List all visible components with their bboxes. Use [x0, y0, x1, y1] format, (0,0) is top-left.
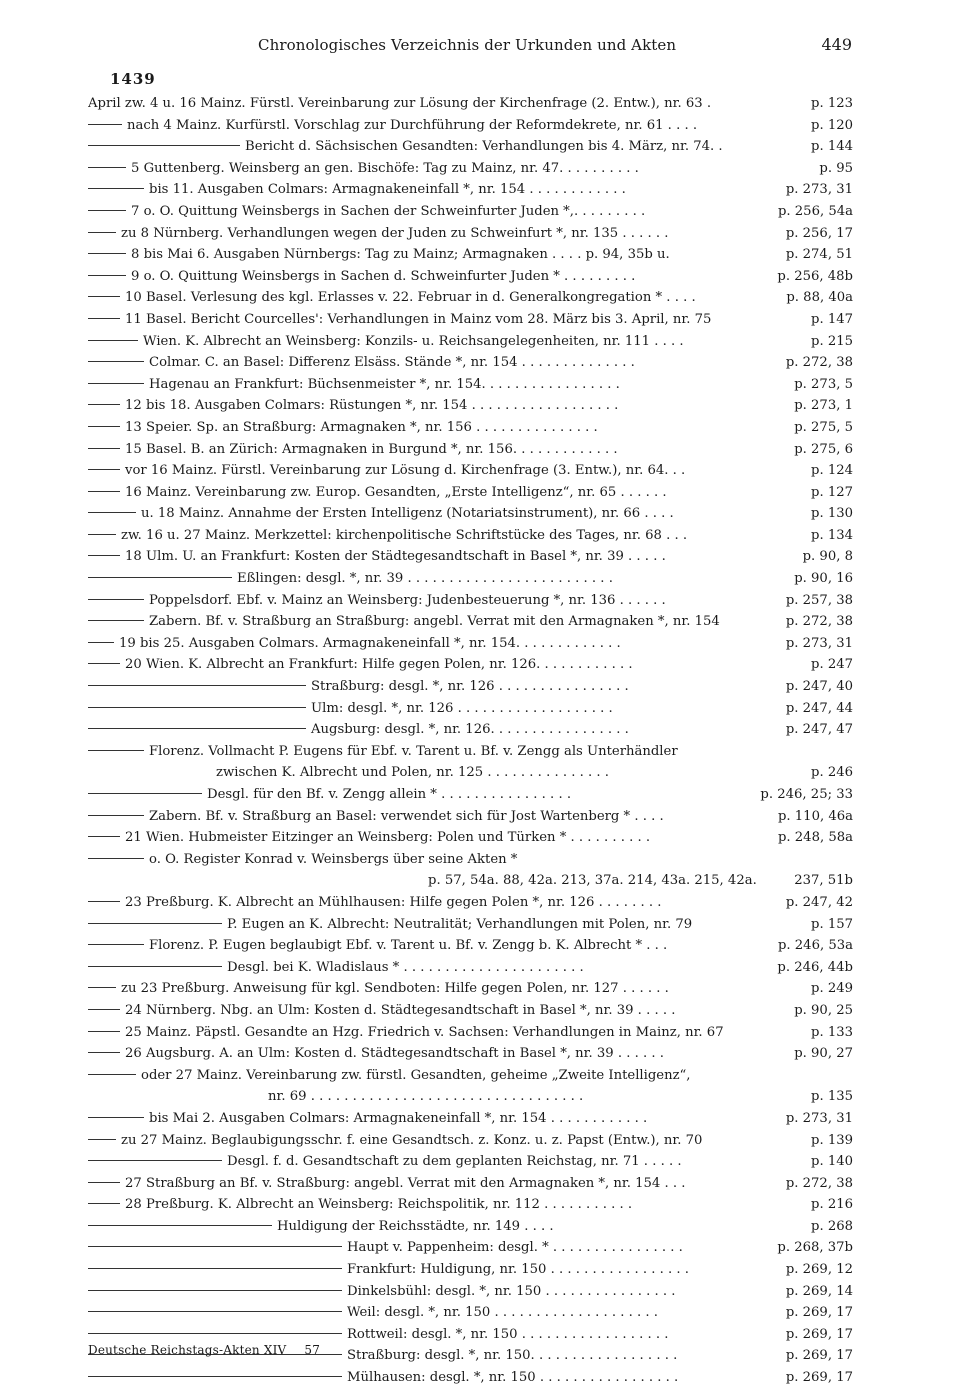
- ditto-rule: [88, 1225, 272, 1226]
- entry-date: 20: [125, 657, 142, 673]
- entry-date: 10: [125, 290, 142, 306]
- ditto-rule: [88, 750, 144, 751]
- entry-page-reference: p. 272, 38: [782, 611, 853, 633]
- entry-description: Bericht d. Sächsischen Gesandten: Verhandlungen bis 4. März, nr. 74. .: [245, 139, 723, 155]
- list-item: [88, 374, 853, 396]
- entry-description: P. Eugen an K. Albrecht: Neutralität; Verhandlungen mit Polen, nr. 79: [227, 916, 693, 932]
- entry-page-reference: p. 90, 16: [790, 568, 853, 590]
- chronological-entry-list: [88, 93, 853, 1389]
- list-item: [88, 935, 853, 957]
- running-head: Chronologisches Verzeichnis der Urkunden und Akten: [258, 36, 677, 54]
- entry-date: zu 23: [121, 981, 158, 997]
- entry-description: Guttenberg. Weinsberg an gen. Bischöfe: Tag zu Mainz, nr. 47. . . . . . . . . .: [143, 160, 639, 176]
- ditto-rule: [88, 383, 144, 384]
- list-item: [88, 309, 853, 331]
- entry-description: Wien. K. Albrecht an Weinsberg: Konzils- u. Reichsangelegenheiten, nr. 111 . . . .: [143, 333, 684, 349]
- entry-date: 27: [125, 1175, 142, 1191]
- entry-page-reference: p. 246, 53a: [774, 935, 853, 957]
- entry-description: Straßburg: desgl. *, nr. 126 . . . . . . . . . . . . . . . .: [311, 679, 629, 695]
- page-number: 449: [821, 35, 852, 54]
- entry-date: oder 27: [141, 1067, 193, 1083]
- entry-description: Zabern. Bf. v. Straßburg an Straßburg: angebl. Verrat mit den Armagnaken *, nr. 154: [149, 614, 720, 630]
- footer-sheet-number: 57: [304, 1343, 321, 1357]
- ditto-rule: [88, 426, 120, 427]
- entry-date: 18: [125, 549, 142, 565]
- list-item: [88, 1065, 853, 1087]
- ditto-rule: [88, 210, 126, 211]
- entry-page-reference: p. 257, 38: [782, 590, 853, 612]
- entry-page-reference: p. 247: [807, 654, 853, 676]
- entry-description: Desgl. bei K. Wladislaus * . . . . . . . . . . . . . . . . . . . . . .: [227, 959, 584, 975]
- list-item: [88, 827, 853, 849]
- entry-description: p. 57, 54a. 88, 42a. 213, 37a. 214, 43a. 215, 42a.: [428, 873, 757, 889]
- entry-description: Augsburg: desgl. *, nr. 126. . . . . . . . . . . . . . . . .: [311, 722, 629, 738]
- list-item: [88, 417, 853, 439]
- entry-description: o. O. Register Konrad v. Weinsbergs über seine Akten *: [149, 851, 518, 867]
- entry-page-reference: p. 135: [807, 1086, 853, 1108]
- entry-date: 9 o. O.: [131, 268, 174, 284]
- entry-page-reference: p. 139: [807, 1130, 853, 1152]
- ditto-rule: [88, 707, 306, 708]
- entry-page-reference: p. 269, 17: [782, 1367, 853, 1389]
- entry-description: Mainz. Päpstl. Gesandte an Hzg. Friedrich v. Sachsen: Verhandlungen in Mainz, nr. 67: [145, 1024, 724, 1040]
- entry-page-reference: p. 275, 6: [790, 439, 853, 461]
- ditto-rule: [88, 1311, 342, 1312]
- entry-description: Ausgaben Colmars. Armagnakeneinfall *, nr. 154. . . . . . . . . . . . .: [188, 635, 621, 651]
- entry-page-reference: p. 273, 31: [782, 179, 853, 201]
- entry-description: Desgl. für den Bf. v. Zengg allein * . . . . . . . . . . . . . . . .: [207, 787, 572, 802]
- list-item: [88, 1000, 853, 1022]
- list-item: [88, 892, 853, 914]
- entry-description: Mainz. Annahme der Ersten Intelligenz (Notariatsinstrument), nr. 66 . . . .: [178, 506, 674, 522]
- entry-date: 13: [125, 419, 142, 435]
- entry-page-reference: p. 120: [807, 115, 853, 137]
- entry-description: Nürnberg. Nbg. an Ulm: Kosten d. Städtegesandtschaft in Basel *, nr. 39 . . . . .: [145, 1002, 676, 1018]
- entry-description: Eßlingen: desgl. *, nr. 39 . . . . . . . . . . . . . . . . . . . . . . . . .: [237, 571, 613, 587]
- list-item: [88, 719, 853, 741]
- entry-page-reference: p. 127: [807, 482, 853, 504]
- list-item: [88, 546, 853, 568]
- entry-page-reference: p. 273, 31: [782, 633, 853, 655]
- entry-description: Nürnberg. Verhandlungen wegen der Juden zu Schweinfurt *, nr. 135 . . . . . .: [153, 225, 669, 241]
- list-item: [88, 1237, 853, 1259]
- list-item: [88, 1281, 853, 1303]
- ditto-rule: [88, 685, 306, 686]
- entry-date: 21: [125, 830, 142, 846]
- list-item: [88, 914, 853, 936]
- entry-description: Mainz. Fürstl. Vereinbarung zur Lösung d. Kirchenfrage (3. Entw.), nr. 64. . .: [171, 463, 686, 479]
- list-item: [88, 482, 853, 504]
- entry-description: Preßburg. Anweisung für kgl. Sendboten: Hilfe gegen Polen, nr. 127 . . . . . .: [161, 981, 669, 997]
- ditto-rule: [88, 469, 120, 470]
- list-item: [88, 654, 853, 676]
- entry-date: 16: [125, 484, 142, 500]
- entry-page-reference: p. 124: [807, 460, 853, 482]
- ditto-rule: [88, 944, 144, 945]
- entry-page-reference: p. 273, 5: [790, 374, 853, 396]
- entry-page-reference: p. 95: [815, 158, 853, 180]
- year-heading: 1439: [110, 70, 156, 88]
- ditto-rule: [88, 836, 120, 837]
- entry-description: Hagenau an Frankfurt: Büchsenmeister *, nr. 154. . . . . . . . . . . . . . . . .: [149, 376, 620, 392]
- ditto-rule: [88, 1376, 342, 1377]
- ditto-rule: [88, 1117, 144, 1118]
- ditto-rule: [88, 555, 120, 556]
- ditto-rule: [88, 987, 116, 988]
- entry-page-reference: p. 272, 38: [782, 352, 853, 374]
- entry-page-reference: p. 249: [807, 978, 853, 1000]
- entry-page-reference: p. 247, 42: [782, 892, 853, 914]
- list-item: [88, 741, 853, 763]
- entry-page-reference: p. 123: [807, 93, 853, 115]
- entry-description: Mainz. Vereinbarung zw. fürstl. Gesandten, geheime „Zweite Intelligenz“,: [196, 1067, 691, 1083]
- entry-page-reference: 237, 51b: [790, 870, 853, 892]
- ditto-rule: [88, 145, 240, 146]
- entry-date: 15: [125, 441, 142, 457]
- entry-description: Mülhausen: desgl. *, nr. 150 . . . . . . . . . . . . . . . . .: [347, 1370, 679, 1386]
- entry-page-reference: p. 256, 17: [782, 223, 853, 245]
- list-item: [88, 331, 853, 353]
- list-item: [88, 978, 853, 1000]
- ditto-rule: [88, 1139, 116, 1140]
- ditto-rule: [88, 167, 126, 168]
- entry-page-reference: p. 272, 38: [782, 1173, 853, 1195]
- ditto-rule: [88, 1290, 342, 1291]
- ditto-rule: [88, 1031, 120, 1032]
- entry-description: Preßburg. K. Albrecht an Weinsberg: Reichspolitik, nr. 112 . . . . . . . . . . .: [145, 1197, 633, 1213]
- entry-description: Augsburg. A. an Ulm: Kosten d. Städtegesandtschaft in Basel *, nr. 39 . . . . . .: [145, 1046, 664, 1062]
- entry-date: 7 o. O.: [131, 203, 174, 219]
- ditto-rule: [88, 1246, 342, 1247]
- footer-series: Deutsche Reichstags-Akten XIV: [88, 1343, 287, 1357]
- ditto-rule: [88, 124, 122, 125]
- entry-date: 28: [125, 1197, 142, 1213]
- entry-description: Frankfurt: Huldigung, nr. 150 . . . . . . . . . . . . . . . . .: [347, 1262, 689, 1278]
- list-item: [88, 1173, 853, 1195]
- entry-description: Basel. Verlesung des kgl. Erlasses v. 22. Februar in d. Generalkongregation * . . . .: [145, 290, 696, 306]
- entry-description: nr. 69 . . . . . . . . . . . . . . . . . . . . . . . . . . . . . . . . .: [268, 1089, 584, 1105]
- entry-page-reference: p. 269, 14: [782, 1281, 853, 1303]
- entry-date: 5: [131, 160, 140, 176]
- entry-page-reference: p. 274, 51: [782, 244, 853, 266]
- list-item: [88, 1022, 853, 1044]
- list-item: [88, 1130, 853, 1152]
- entry-description: Mainz. Fürstl. Vereinbarung zur Lösung der Kirchenfrage (2. Entw.), nr. 63 .: [200, 96, 712, 111]
- ditto-rule: [88, 793, 202, 794]
- ditto-rule: [88, 663, 120, 664]
- list-item: [88, 849, 853, 871]
- list-item: [88, 439, 853, 461]
- entry-description: Wien. K. Albrecht an Frankfurt: Hilfe gegen Polen, nr. 126. . . . . . . . . . . .: [145, 657, 633, 673]
- entry-page-reference: p. 246: [807, 762, 853, 784]
- list-item: [88, 266, 853, 288]
- entry-date: u. 18: [141, 506, 175, 522]
- entry-page-reference: p. 247, 47: [782, 719, 853, 741]
- entry-description: Florenz. Vollmacht P. Eugens für Ebf. v. Tarent u. Bf. v. Zengg als Unterhändler: [149, 743, 678, 759]
- ditto-rule: [88, 1203, 120, 1204]
- entry-description: Weil: desgl. *, nr. 150 . . . . . . . . . . . . . . . . . . . .: [347, 1305, 658, 1321]
- entry-page-reference: p. 133: [807, 1022, 853, 1044]
- entry-date: 19 bis 25.: [119, 635, 185, 651]
- list-item: [88, 590, 853, 612]
- entry-description: bis Mai 2. Ausgaben Colmars: Armagnakeneinfall *, nr. 154 . . . . . . . . . . . .: [149, 1110, 648, 1126]
- entry-date: zu 27: [121, 1132, 158, 1148]
- entry-page-reference: p. 269, 17: [782, 1302, 853, 1324]
- ditto-rule: [88, 534, 116, 535]
- ditto-rule: [88, 253, 126, 254]
- list-item: [88, 244, 853, 266]
- ditto-rule: [88, 340, 138, 341]
- entry-page-reference: p. 275, 5: [790, 417, 853, 439]
- ditto-rule: [88, 1333, 342, 1334]
- entry-date: zw. 16 u. 27: [121, 527, 201, 543]
- entry-description: Speier. Sp. an Straßburg: Armagnaken *, nr. 156 . . . . . . . . . . . . . . .: [145, 419, 598, 435]
- list-item: [88, 179, 853, 201]
- list-item: [88, 762, 853, 784]
- entry-description: Wien. Hubmeister Eitzinger an Weinsberg: Polen und Türken * . . . . . . . . . .: [145, 830, 651, 846]
- entry-page-reference: p. 90, 27: [790, 1043, 853, 1065]
- list-item: [88, 503, 853, 525]
- list-item: [88, 352, 853, 374]
- entry-page-reference: p. 110, 46a: [774, 806, 853, 828]
- entry-page-reference: p. 130: [807, 503, 853, 525]
- list-item: [88, 136, 853, 158]
- entry-page-reference: p. 273, 1: [790, 395, 853, 417]
- entry-description: Zabern. Bf. v. Straßburg an Basel: verwendet sich für Jost Wartenberg * . . . .: [149, 808, 664, 824]
- list-item: [88, 525, 853, 547]
- ditto-rule: [88, 577, 232, 578]
- list-item: [88, 1086, 853, 1108]
- list-item: [88, 1194, 853, 1216]
- entry-description: Ausgaben Colmars: Rüstungen *, nr. 154 . . . . . . . . . . . . . . . . . .: [194, 398, 619, 414]
- list-item: [88, 870, 853, 892]
- entry-page-reference: p. 247, 44: [782, 698, 853, 720]
- entry-page-reference: p. 269, 12: [782, 1259, 853, 1281]
- ditto-rule: [88, 1074, 136, 1075]
- entry-description: Ausgaben Nürnbergs: Tag zu Mainz; Armagnaken . . . . p. 94, 35b u.: [213, 247, 670, 263]
- list-item: [88, 395, 853, 417]
- entry-description: Dinkelsbühl: desgl. *, nr. 150 . . . . . . . . . . . . . . . .: [347, 1283, 676, 1299]
- entry-description: zwischen K. Albrecht und Polen, nr. 125 . . . . . . . . . . . . . . .: [216, 765, 609, 781]
- entry-page-reference: p. 247, 40: [782, 676, 853, 698]
- list-item: [88, 1043, 853, 1065]
- list-item: [88, 1367, 853, 1389]
- entry-page-reference: p. 246, 25; 33: [756, 784, 853, 806]
- list-item: [88, 223, 853, 245]
- entry-page-reference: p. 134: [807, 525, 853, 547]
- list-item: [88, 676, 853, 698]
- entry-description: Rottweil: desgl. *, nr. 150 . . . . . . . . . . . . . . . . . .: [347, 1326, 669, 1342]
- entry-page-reference: p. 157: [807, 914, 853, 936]
- entry-description: Mainz. Vereinbarung zw. Europ. Gesandten, „Erste Intelligenz“, nr. 65 . . . . . .: [145, 484, 667, 500]
- list-item: [88, 633, 853, 655]
- entry-description: Poppelsdorf. Ebf. v. Mainz an Weinsberg: Judenbesteuerung *, nr. 136 . . . . . .: [149, 592, 666, 608]
- ditto-rule: [88, 318, 120, 319]
- list-item: [88, 611, 853, 633]
- entry-page-reference: p. 90, 8: [799, 546, 853, 568]
- entry-description: Quittung Weinsbergs in Sachen d. Schweinfurter Juden * . . . . . . . . .: [178, 268, 636, 284]
- entry-description: Basel. B. an Zürich: Armagnaken in Burgund *, nr. 156. . . . . . . . . . . . .: [145, 441, 618, 457]
- entry-date: 11: [125, 311, 142, 327]
- ditto-rule: [88, 1182, 120, 1183]
- ditto-rule: [88, 275, 126, 276]
- entry-page-reference: p. 140: [807, 1151, 853, 1173]
- ditto-rule: [88, 923, 222, 924]
- list-item: [88, 1216, 853, 1238]
- entry-date: zu 8: [121, 225, 150, 241]
- entry-page-reference: p. 147: [807, 309, 853, 331]
- list-item: [88, 93, 853, 115]
- list-item: [88, 201, 853, 223]
- ditto-rule: [88, 448, 120, 449]
- entry-description: Quittung Weinsbergs in Sachen der Schweinfurter Juden *,. . . . . . . . .: [178, 203, 646, 219]
- entry-description: Desgl. f. d. Gesandtschaft zu dem geplanten Reichstag, nr. 71 . . . . .: [227, 1154, 682, 1170]
- list-item: [88, 460, 853, 482]
- ditto-rule: [88, 858, 144, 859]
- ditto-rule: [88, 1052, 120, 1053]
- ditto-rule: [88, 599, 144, 600]
- entry-date: 25: [125, 1024, 142, 1040]
- entry-date: 24: [125, 1002, 142, 1018]
- page-footer: [88, 1343, 334, 1357]
- list-item: [88, 1151, 853, 1173]
- ditto-rule: [88, 188, 144, 189]
- entry-date: 26: [125, 1046, 142, 1062]
- ditto-rule: [88, 620, 144, 621]
- list-item: [88, 158, 853, 180]
- entry-description: Florenz. P. Eugen beglaubigt Ebf. v. Tarent u. Bf. v. Zengg b. K. Albrecht * . . .: [149, 938, 668, 954]
- ditto-rule: [88, 361, 144, 362]
- list-item: [88, 957, 853, 979]
- list-item: [88, 115, 853, 137]
- ditto-rule: [88, 1268, 342, 1269]
- entry-page-reference: p. 215: [807, 331, 853, 353]
- ditto-rule: [88, 966, 222, 967]
- entry-page-reference: p. 88, 40a: [782, 287, 853, 309]
- list-item: [88, 1108, 853, 1130]
- ditto-rule: [88, 815, 144, 816]
- entry-page-reference: p. 248, 58a: [774, 827, 853, 849]
- entry-page-reference: p. 90, 25: [790, 1000, 853, 1022]
- entry-page-reference: p. 256, 48b: [773, 266, 853, 288]
- entry-description: Ulm. U. an Frankfurt: Kosten der Städtegesandtschaft in Basel *, nr. 39 . . . . .: [145, 549, 666, 565]
- list-item: [88, 287, 853, 309]
- entry-date: nach 4: [127, 117, 172, 133]
- entry-page-reference: p. 269, 17: [782, 1345, 853, 1367]
- entry-description: Straßburg: desgl. *, nr. 150. . . . . . . . . . . . . . . . . .: [347, 1348, 678, 1364]
- entry-page-reference: p. 268: [807, 1216, 853, 1238]
- entry-page-reference: p. 256, 54a: [774, 201, 853, 223]
- list-item: [88, 1259, 853, 1281]
- ditto-rule: [88, 232, 116, 233]
- ditto-rule: [88, 491, 120, 492]
- ditto-rule: [88, 728, 306, 729]
- entry-description: Ulm: desgl. *, nr. 126 . . . . . . . . . . . . . . . . . . .: [311, 700, 613, 716]
- list-item: [88, 698, 853, 720]
- ditto-rule: [88, 901, 120, 902]
- entry-page-reference: p. 273, 31: [782, 1108, 853, 1130]
- ditto-rule: [88, 404, 120, 405]
- ditto-rule: [88, 512, 136, 513]
- entry-description: Preßburg. K. Albrecht an Mühlhausen: Hilfe gegen Polen *, nr. 126 . . . . . . . .: [145, 894, 662, 910]
- entry-page-reference: p. 144: [807, 136, 853, 158]
- entry-description: Huldigung der Reichsstädte, nr. 149 . . . .: [277, 1218, 554, 1234]
- entry-page-reference: p. 216: [807, 1194, 853, 1216]
- entry-description: Mainz. Kurfürstl. Vorschlag zur Durchführung der Reformdekrete, nr. 61 . . . .: [176, 117, 698, 133]
- entry-description: Mainz. Merkzettel: kirchenpolitische Schriftstücke des Tages, nr. 68 . . .: [204, 527, 688, 543]
- entry-date: 23: [125, 894, 142, 910]
- entry-description: Basel. Bericht Courcelles': Verhandlungen in Mainz vom 28. März bis 3. April, nr. 75: [145, 311, 712, 327]
- entry-page-reference: p. 246, 44b: [773, 957, 853, 979]
- list-item: [88, 806, 853, 828]
- list-item: [88, 784, 853, 806]
- entry-page-reference: p. 268, 37b: [773, 1237, 853, 1259]
- entry-description: Colmar. C. an Basel: Differenz Elsäss. Stände *, nr. 154 . . . . . . . . . . . . . .: [149, 355, 635, 371]
- entry-page-reference: p. 269, 17: [782, 1324, 853, 1346]
- entry-description: Haupt v. Pappenheim: desgl. * . . . . . . . . . . . . . . . .: [347, 1240, 683, 1256]
- ditto-rule: [88, 1009, 120, 1010]
- entry-date: April zw. 4 u. 16: [88, 96, 197, 111]
- entry-description: Straßburg an Bf. v. Straßburg: angebl. Verrat mit den Armagnaken *, nr. 154 . . .: [145, 1175, 686, 1191]
- entry-description: Ausgaben Colmars: Armagnakeneinfall *, nr. 154 . . . . . . . . . . . .: [197, 182, 626, 198]
- entry-date: 12 bis 18.: [125, 398, 191, 414]
- entry-description: Mainz. Beglaubigungsschr. f. eine Gesandtsch. z. Konz. u. z. Papst (Entw.), nr. 70: [161, 1132, 703, 1148]
- ditto-rule: [88, 642, 114, 643]
- ditto-rule: [88, 1160, 222, 1161]
- list-item: [88, 568, 853, 590]
- list-item: [88, 1302, 853, 1324]
- entry-date: 8 bis Mai 6.: [131, 247, 210, 263]
- entry-date: bis 11.: [149, 182, 194, 198]
- entry-date: vor 16: [125, 463, 168, 479]
- ditto-rule: [88, 296, 120, 297]
